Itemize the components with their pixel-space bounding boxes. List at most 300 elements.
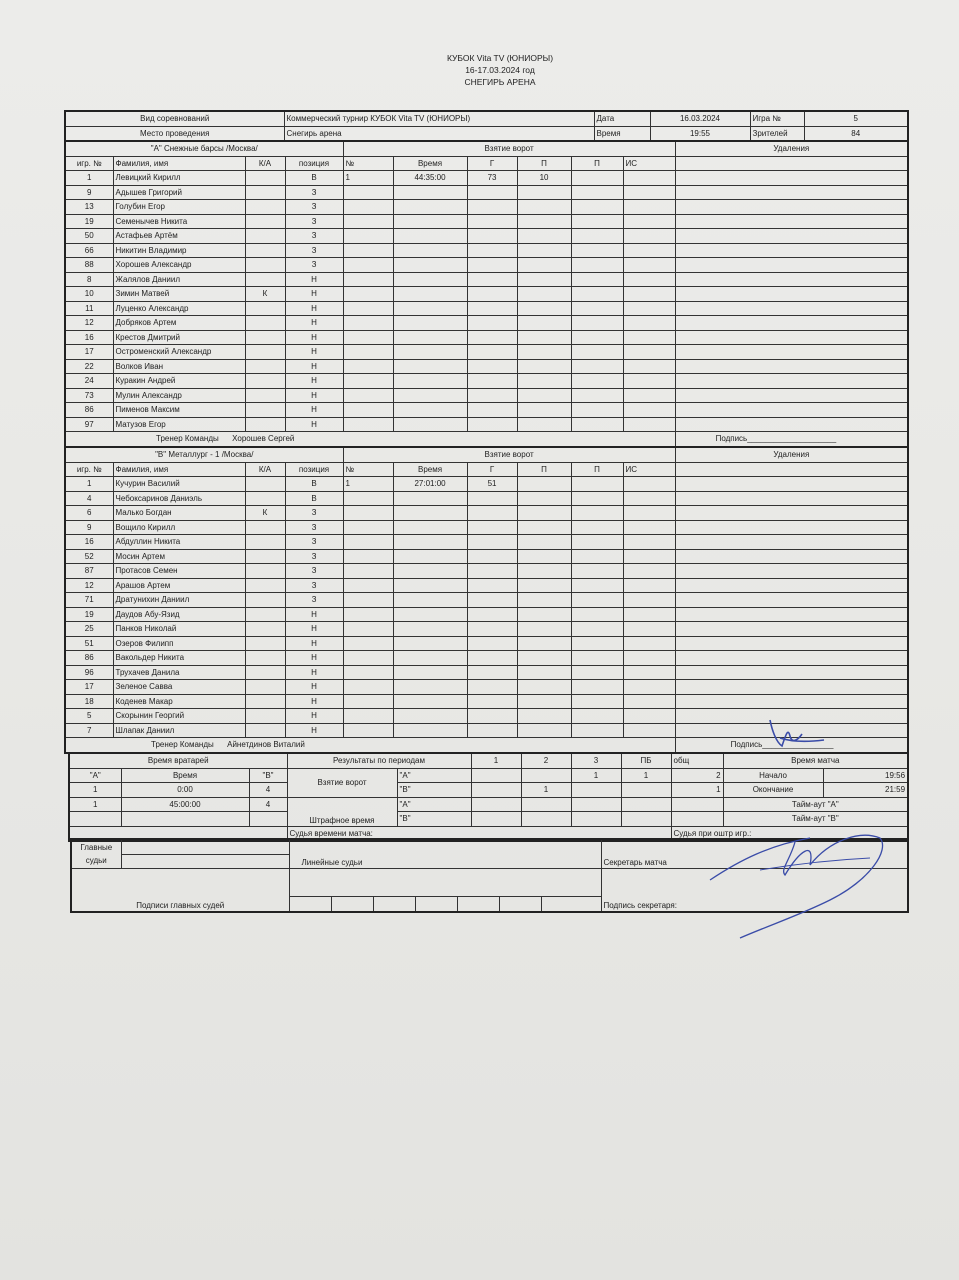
- team-b-player-row: [65, 477, 908, 492]
- goal-time: [393, 665, 467, 680]
- team-a-roster: [65, 171, 908, 432]
- goal-no: [343, 694, 393, 709]
- team-b-player-row: [65, 680, 908, 695]
- goal-no: [343, 287, 393, 302]
- penalty-cell: [675, 665, 908, 680]
- goal-time: [393, 593, 467, 608]
- team-a-player-row: [65, 345, 908, 360]
- goal-g: [467, 607, 517, 622]
- goal-g: [467, 593, 517, 608]
- player-ka: [245, 403, 285, 418]
- player-number: 73: [65, 388, 113, 403]
- col-number: игр. №: [65, 462, 113, 477]
- goal-no: [343, 520, 393, 535]
- goal-p1: [517, 403, 571, 418]
- player-position: Н: [285, 272, 343, 287]
- penalty-cell: [675, 200, 908, 215]
- penalty-cell: [675, 330, 908, 345]
- col-ka: К/А: [245, 156, 285, 171]
- penalty-cell: [675, 287, 908, 302]
- gk-row-2-b: 4: [249, 797, 287, 812]
- goal-is: [623, 229, 675, 244]
- goal-is: [623, 359, 675, 374]
- goal-is: [623, 185, 675, 200]
- goal-is: [623, 477, 675, 492]
- row-b-label: "В": [397, 783, 471, 798]
- player-name: Озеров Филипп: [113, 636, 245, 651]
- player-ka: [245, 607, 285, 622]
- col-goal-p2: П: [571, 156, 623, 171]
- a-shootout: 1: [621, 768, 671, 783]
- goal-p1: [517, 243, 571, 258]
- player-position: Н: [285, 374, 343, 389]
- goal-p2: [571, 665, 623, 680]
- goal-g: [467, 374, 517, 389]
- player-name: Трухачев Данила: [113, 665, 245, 680]
- goal-time: [393, 388, 467, 403]
- player-position: Н: [285, 287, 343, 302]
- goal-no: [343, 388, 393, 403]
- goal-p2: [571, 549, 623, 564]
- penalty-cell: [675, 535, 908, 550]
- player-number: 12: [65, 316, 113, 331]
- goal-p1: 10: [517, 171, 571, 186]
- goal-p2: [571, 491, 623, 506]
- player-number: 9: [65, 185, 113, 200]
- col-ka: К/А: [245, 462, 285, 477]
- team-a-table: [64, 140, 909, 448]
- goal-p1: [517, 374, 571, 389]
- goal-p1: [517, 214, 571, 229]
- goal-p1: [517, 258, 571, 273]
- player-position: З: [285, 564, 343, 579]
- gk-row-1-b: 4: [249, 783, 287, 798]
- goal-time: [393, 417, 467, 432]
- team-b-penalties-title: Удаления: [675, 447, 908, 462]
- penalty-cell: [675, 491, 908, 506]
- goal-no: [343, 709, 393, 724]
- goal-is: [623, 680, 675, 695]
- goal-time: [393, 287, 467, 302]
- goal-p1: [517, 185, 571, 200]
- goal-no: [343, 185, 393, 200]
- player-position: З: [285, 214, 343, 229]
- player-number: 52: [65, 549, 113, 564]
- goal-is: [623, 549, 675, 564]
- penalty-cell: [675, 636, 908, 651]
- goal-g: [467, 287, 517, 302]
- goal-no: [343, 417, 393, 432]
- gk-title: Время вратарей: [69, 753, 287, 768]
- team-a-player-row: [65, 403, 908, 418]
- goal-g: [467, 723, 517, 738]
- penalty-cell: [675, 417, 908, 432]
- player-name: Арашов Артем: [113, 578, 245, 593]
- player-name: Протасов Семен: [113, 564, 245, 579]
- goal-is: [623, 417, 675, 432]
- goals-label: Взятие ворот: [287, 768, 397, 797]
- team-b-signature: Подпись________________: [675, 738, 908, 753]
- goal-p2: [571, 709, 623, 724]
- player-ka: [245, 622, 285, 637]
- goal-no: [343, 549, 393, 564]
- gk-b-header: "В": [249, 768, 287, 783]
- goal-p2: [571, 388, 623, 403]
- team-a-player-row: [65, 374, 908, 389]
- goal-g: [467, 272, 517, 287]
- header-venue: СНЕГИРЬ АРЕНА: [464, 77, 536, 87]
- col-goal-no: №: [343, 156, 393, 171]
- player-ka: [245, 535, 285, 550]
- goal-p1: [517, 593, 571, 608]
- gk-a-header: "А": [69, 768, 121, 783]
- penalty-cell: [675, 593, 908, 608]
- player-name: Абдуллин Никита: [113, 535, 245, 550]
- team-b-coach-name: Айнетдинов Виталий: [227, 740, 305, 750]
- goal-g: [467, 535, 517, 550]
- document-header: [380, 52, 620, 88]
- goal-p2: [571, 607, 623, 622]
- player-number: 17: [65, 680, 113, 695]
- player-name: Вощило Кирилл: [113, 520, 245, 535]
- col-goal-time: Время: [393, 462, 467, 477]
- goal-no: 1: [343, 171, 393, 186]
- venue-value: Снегирь арена: [284, 126, 594, 141]
- goal-time: [393, 622, 467, 637]
- goal-g: [467, 330, 517, 345]
- col-goal-p1: П: [517, 156, 571, 171]
- goal-is: [623, 593, 675, 608]
- player-ka: [245, 388, 285, 403]
- col-name: Фамилия, имя: [113, 462, 245, 477]
- goal-no: [343, 491, 393, 506]
- player-position: Н: [285, 359, 343, 374]
- goal-is: [623, 694, 675, 709]
- player-name: Крестов Дмитрий: [113, 330, 245, 345]
- team-a-coach-row: [65, 432, 675, 447]
- goal-g: [467, 549, 517, 564]
- player-position: З: [285, 506, 343, 521]
- gk-time-header: Время: [121, 768, 249, 783]
- goal-p1: [517, 520, 571, 535]
- goal-p1: [517, 272, 571, 287]
- penalty-cell: [675, 622, 908, 637]
- player-position: В: [285, 491, 343, 506]
- goal-time: [393, 636, 467, 651]
- goal-time: [393, 709, 467, 724]
- player-name: Никитин Владимир: [113, 243, 245, 258]
- goal-p2: [571, 171, 623, 186]
- goal-p2: [571, 316, 623, 331]
- goal-no: [343, 214, 393, 229]
- goal-p2: [571, 345, 623, 360]
- penalty-cell: [675, 345, 908, 360]
- team-a-player-row: [65, 301, 908, 316]
- info-table: [64, 110, 909, 142]
- team-a-player-row: [65, 359, 908, 374]
- team-a-player-row: [65, 417, 908, 432]
- player-name: Луценко Александр: [113, 301, 245, 316]
- goal-time: [393, 345, 467, 360]
- gk-row-1-time: 0:00: [121, 783, 249, 798]
- header-title: КУБОК Vita TV (ЮНИОРЫ): [446, 53, 554, 63]
- goal-g: [467, 651, 517, 666]
- player-number: 24: [65, 374, 113, 389]
- goal-p1: [517, 665, 571, 680]
- player-number: 19: [65, 214, 113, 229]
- player-number: 1: [65, 171, 113, 186]
- team-b-player-row: [65, 694, 908, 709]
- goal-time: [393, 651, 467, 666]
- goal-is: [623, 665, 675, 680]
- player-position: Н: [285, 345, 343, 360]
- goal-p1: [517, 607, 571, 622]
- player-name: Зимин Матвей: [113, 287, 245, 302]
- goal-time: [393, 607, 467, 622]
- goal-is: [623, 520, 675, 535]
- team-b-player-row: [65, 622, 908, 637]
- goal-is: [623, 214, 675, 229]
- player-name: Жалялов Даниил: [113, 272, 245, 287]
- player-ka: [245, 345, 285, 360]
- col-position: позиция: [285, 462, 343, 477]
- goal-g: [467, 359, 517, 374]
- goal-time: [393, 359, 467, 374]
- goal-no: [343, 272, 393, 287]
- goal-no: [343, 665, 393, 680]
- goal-no: [343, 301, 393, 316]
- player-name: Остроменский Александр: [113, 345, 245, 360]
- col-goal-is: ИС: [623, 156, 675, 171]
- penalty-cell: [675, 301, 908, 316]
- team-a-player-row: [65, 258, 908, 273]
- col-penalties: [675, 462, 908, 477]
- goal-g: [467, 636, 517, 651]
- goal-p2: [571, 593, 623, 608]
- goal-is: [623, 388, 675, 403]
- goal-p1: [517, 564, 571, 579]
- time-judge: Судья времени матча:: [287, 826, 671, 841]
- goal-g: [467, 564, 517, 579]
- player-ka: [245, 171, 285, 186]
- player-position: З: [285, 258, 343, 273]
- goal-p1: [517, 301, 571, 316]
- col-goal-g: Г: [467, 462, 517, 477]
- goal-no: [343, 506, 393, 521]
- penalty-row-a: "А": [397, 797, 471, 812]
- goal-p1: [517, 636, 571, 651]
- goal-no: [343, 723, 393, 738]
- player-number: 11: [65, 301, 113, 316]
- goal-g: [467, 520, 517, 535]
- penalty-cell: [675, 359, 908, 374]
- player-position: З: [285, 549, 343, 564]
- player-ka: [245, 549, 285, 564]
- goal-time: 27:01:00: [393, 477, 467, 492]
- player-position: Н: [285, 651, 343, 666]
- player-ka: [245, 723, 285, 738]
- goal-p1: [517, 694, 571, 709]
- team-a-player-row: [65, 330, 908, 345]
- player-position: З: [285, 200, 343, 215]
- team-a-coach-label: Тренер Команды: [156, 434, 219, 444]
- team-a-title: "А" Снежные барсы /Москва/: [65, 141, 343, 156]
- team-a-player-row: [65, 243, 908, 258]
- goal-no: [343, 651, 393, 666]
- player-position: З: [285, 593, 343, 608]
- col-goal-g: Г: [467, 156, 517, 171]
- goal-time: [393, 374, 467, 389]
- team-a-player-row: [65, 316, 908, 331]
- goal-time: [393, 330, 467, 345]
- a-total: 2: [671, 768, 723, 783]
- goal-time: [393, 694, 467, 709]
- team-a-player-row: [65, 171, 908, 186]
- player-name: Скорынин Георгий: [113, 709, 245, 724]
- goal-time: 44:35:00: [393, 171, 467, 186]
- venue-label: Место проведения: [65, 126, 284, 141]
- row-a-label: "А": [397, 768, 471, 783]
- player-number: 12: [65, 578, 113, 593]
- player-number: 5: [65, 709, 113, 724]
- goal-is: [623, 578, 675, 593]
- penalty-cell: [675, 520, 908, 535]
- col-penalties: [675, 156, 908, 171]
- col-goal-is: ИС: [623, 462, 675, 477]
- player-ka: [245, 200, 285, 215]
- goal-g: [467, 345, 517, 360]
- team-b-player-row: [65, 564, 908, 579]
- penalty-cell: [675, 258, 908, 273]
- penalty-cell: [675, 506, 908, 521]
- player-ka: [245, 301, 285, 316]
- player-name: Пименов Максим: [113, 403, 245, 418]
- match-time-title: Время матча: [723, 753, 908, 768]
- goal-p2: [571, 680, 623, 695]
- player-number: 4: [65, 491, 113, 506]
- goal-is: [623, 607, 675, 622]
- goal-is: [623, 723, 675, 738]
- team-a-player-row: [65, 388, 908, 403]
- team-b-player-row: [65, 636, 908, 651]
- team-a-goals-title: Взятие ворот: [343, 141, 675, 156]
- goal-p1: [517, 680, 571, 695]
- periods-title: Результаты по периодам: [287, 753, 471, 768]
- player-position: Н: [285, 388, 343, 403]
- goal-p2: [571, 214, 623, 229]
- player-ka: [245, 694, 285, 709]
- goal-p1: [517, 491, 571, 506]
- penalty-cell: [675, 651, 908, 666]
- goal-time: [393, 549, 467, 564]
- goal-is: [623, 636, 675, 651]
- goal-p1: [517, 330, 571, 345]
- secretary-signature: [700, 820, 910, 950]
- player-number: 8: [65, 272, 113, 287]
- col-goal-time: Время: [393, 156, 467, 171]
- goal-g: [467, 709, 517, 724]
- penalty-cell: [675, 680, 908, 695]
- team-a-player-row: [65, 214, 908, 229]
- player-position: З: [285, 185, 343, 200]
- goal-p2: [571, 520, 623, 535]
- player-number: 16: [65, 535, 113, 550]
- player-ka: [245, 651, 285, 666]
- player-ka: [245, 258, 285, 273]
- goal-p1: [517, 477, 571, 492]
- player-position: Н: [285, 723, 343, 738]
- penalty-cell: [675, 229, 908, 244]
- secretary-label: Секретарь матча: [601, 839, 908, 869]
- goal-p1: [517, 388, 571, 403]
- col-goal-p1: П: [517, 462, 571, 477]
- player-position: Н: [285, 607, 343, 622]
- goal-is: [623, 491, 675, 506]
- player-name: Зеленое Савва: [113, 680, 245, 695]
- player-ka: [245, 330, 285, 345]
- goal-time: [393, 564, 467, 579]
- goal-time: [393, 535, 467, 550]
- timeout-a: Тайм-аут "А": [723, 797, 908, 812]
- goal-p2: [571, 272, 623, 287]
- goal-no: [343, 607, 393, 622]
- player-ka: [245, 636, 285, 651]
- player-number: 86: [65, 403, 113, 418]
- penalty-cell: [675, 243, 908, 258]
- player-position: З: [285, 578, 343, 593]
- col-goal-p2: П: [571, 462, 623, 477]
- goal-p2: [571, 417, 623, 432]
- goal-is: [623, 622, 675, 637]
- team-b-player-row: [65, 593, 908, 608]
- player-number: 22: [65, 359, 113, 374]
- player-ka: [245, 680, 285, 695]
- goal-time: [393, 723, 467, 738]
- goal-time: [393, 403, 467, 418]
- team-b-player-row: [65, 549, 908, 564]
- goal-no: [343, 578, 393, 593]
- time-value: 19:55: [650, 126, 750, 141]
- penalty-cell: [675, 316, 908, 331]
- penalty-cell: [675, 272, 908, 287]
- goal-time: [393, 491, 467, 506]
- player-ka: [245, 491, 285, 506]
- goal-p2: [571, 477, 623, 492]
- team-b-player-row: [65, 520, 908, 535]
- goal-is: [623, 301, 675, 316]
- goal-g: [467, 491, 517, 506]
- goal-g: [467, 185, 517, 200]
- player-position: Н: [285, 417, 343, 432]
- player-ka: [245, 359, 285, 374]
- player-number: 50: [65, 229, 113, 244]
- goal-time: [393, 272, 467, 287]
- team-a-player-row: [65, 185, 908, 200]
- player-ka: [245, 185, 285, 200]
- goal-p1: [517, 417, 571, 432]
- team-a-coach-name: Хорошев Сергей: [232, 434, 295, 444]
- goal-p1: [517, 359, 571, 374]
- goal-p1: [517, 549, 571, 564]
- player-position: Н: [285, 680, 343, 695]
- goal-p2: [571, 229, 623, 244]
- goal-p1: [517, 316, 571, 331]
- goal-p2: [571, 301, 623, 316]
- penalty-row-b: "В": [397, 812, 471, 827]
- goal-g: [467, 680, 517, 695]
- goal-p2: [571, 374, 623, 389]
- team-b-title: "В" Металлург - 1 /Москва/: [65, 447, 343, 462]
